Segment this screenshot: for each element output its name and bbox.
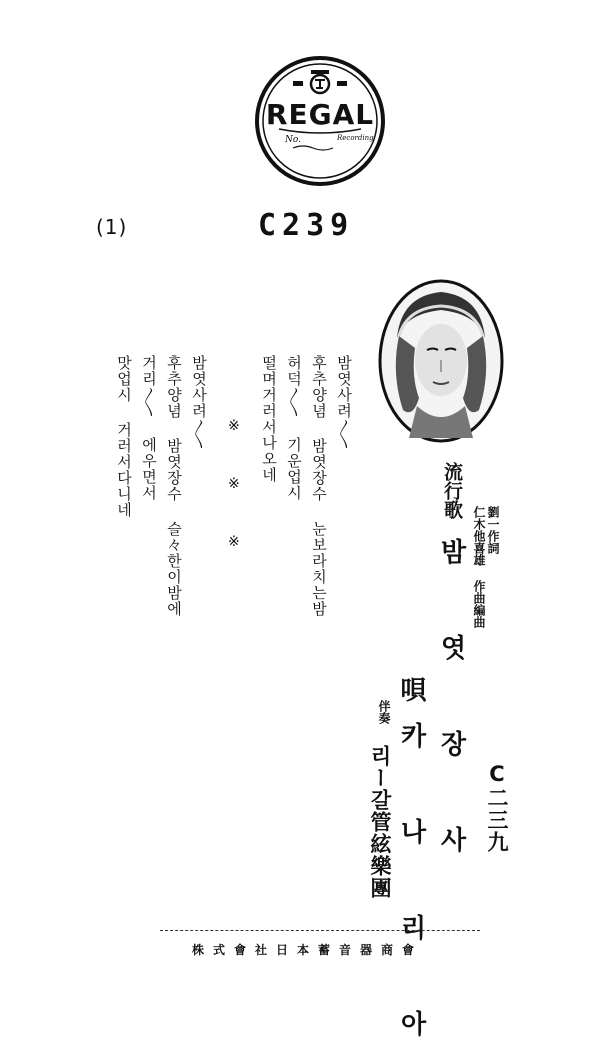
lyric-line: 거리〳〵 에우면서 (140, 355, 158, 501)
catalog-number-vertical: C二三九 (485, 762, 509, 853)
footer-divider (160, 930, 480, 931)
vocalist (398, 676, 424, 1056)
verse-separator: ※ (228, 418, 240, 434)
lyric-line: 맛업시 거러서다니네 (115, 355, 133, 518)
vocalist-label: 唄 (396, 676, 426, 722)
lyric-line: 허덕〳〵 기운업시 (285, 355, 303, 501)
logo-brand-text: REGAL (265, 98, 375, 131)
catalog-number: C239 (258, 208, 355, 243)
composer-credits (472, 506, 500, 628)
side-number: (1) (96, 215, 128, 239)
verse-separator: ※ (228, 534, 240, 550)
accompaniment-label: 伴奏 (377, 700, 391, 724)
lyric-line: 후추양념 밤엿장수 슬々한이밤에 (165, 355, 183, 617)
lyric-line: 떨며거러서나오네 (260, 355, 278, 483)
lyric-line: 후추양념 밤엿장수 눈보라치는밤 (310, 355, 328, 617)
lyricist-credit: 劉一作詞 (486, 506, 500, 554)
lyric-line: 밤엿사려〳〵 (335, 355, 353, 450)
song-title: 밤 엿 장 사 (436, 538, 466, 872)
logo-recording-label: Recording (337, 134, 374, 142)
vocalist-name: 카 나 리 아 (396, 722, 426, 1056)
verse-separator: ※ (228, 476, 240, 492)
accompaniment-orchestra: 리ー갈管絃樂團 (368, 745, 393, 899)
genre-label: 流行歌 (441, 462, 463, 519)
singer-portrait-image (377, 278, 505, 444)
logo-number-label: No. (285, 135, 301, 145)
regal-logo (253, 54, 387, 188)
publisher-footer: 株式會社日本蓄音器商會 (191, 943, 423, 957)
lyric-line: 밤엿사려〳〵 (190, 355, 208, 450)
composer-credit: 仁木他喜雄 作曲編曲 (472, 506, 486, 628)
